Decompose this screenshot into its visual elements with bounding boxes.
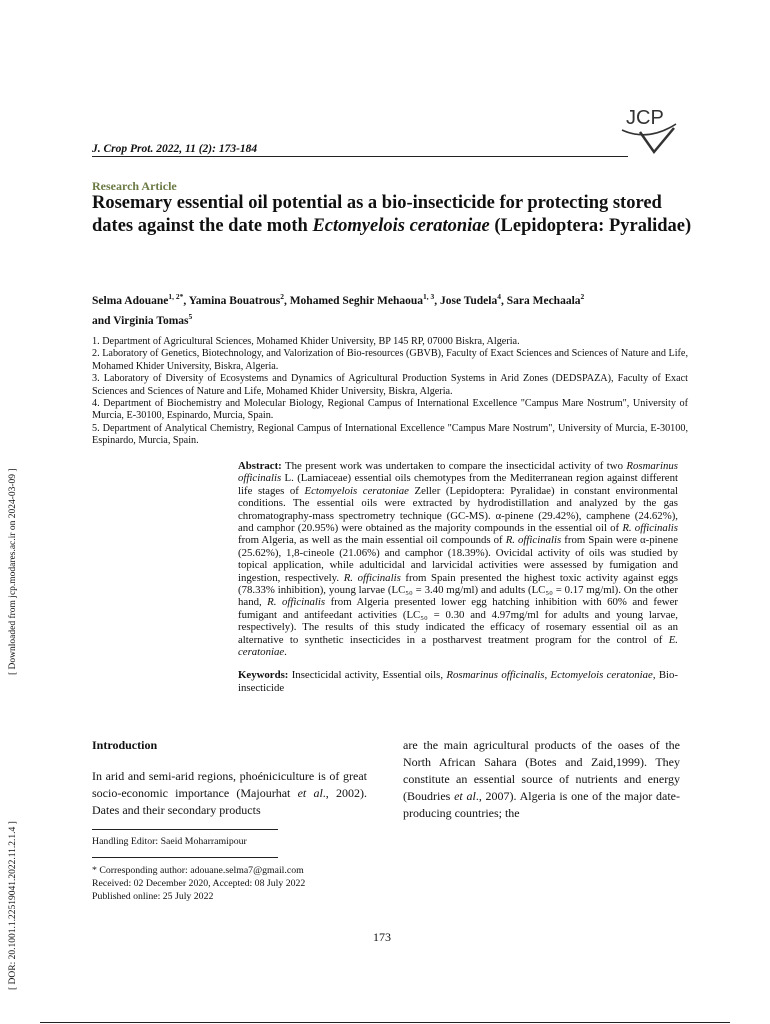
bottom-divider <box>40 1022 730 1023</box>
dor-stamp: [ DOR: 20.1001.1.22519041.2022.11.2.1.4 ] <box>8 821 18 990</box>
published-date: Published online: 25 July 2022 <box>92 891 214 902</box>
title-species: Ectomyelois ceratoniae <box>312 216 490 236</box>
page-number: 173 <box>373 930 391 944</box>
author: Jose Tudela$^4$, <box>440 292 507 307</box>
introduction-heading: Introduction <box>92 738 158 752</box>
logo-text: JCP <box>626 107 664 129</box>
affiliation: 5. Department of Analytical Chemistry, Regional Campus of International Excellence "Campus Mare Nostrum", University of Murcia, E-30100, Espinardo, Murcia, Spain. <box>92 422 688 447</box>
article-type: Research Article <box>92 179 177 193</box>
received-date: Received: 02 December 2020, Accepted: 08 July 2022 <box>92 878 306 889</box>
author: Sara Mechaala$^2$ <box>506 292 585 307</box>
footnote-divider <box>92 857 278 858</box>
title-part2: (Lepidoptera: Pyralidae) <box>489 216 692 236</box>
keywords: Keywords: Insecticidal activity, Essential oils, Rosmarinus officinalis, Ectomyelois ceratoniae, Bio-insecticide <box>238 669 679 694</box>
author-list <box>92 289 692 329</box>
paper-title <box>92 192 692 238</box>
footnote-divider <box>92 829 278 830</box>
affiliation: 3. Laboratory of Diversity of Ecosystems and Dynamics of Agricultural Production Systems in Arid Zones (DEDSPAZA), Faculty of Exact Sciences and Sciences of Nature and Life, Mohamed Khider University, Biskra, Algeria. <box>92 373 688 397</box>
abstract: Abstract: The present work was undertaken to compare the insecticidal activity of two Rosmarinus officinalis L. (Lamiaceae) essential oils chemotypes from the Mediterranean region against different life stages of Ectomyelois ceratoniae Zeller (Lepidoptera: Pyralidae) in constant environmental conditions. The essential oils were extracted by hydrodistillation and analyzed by the gas chromatography-mass spectrometry technique (GC-MS). α-pinene (29.42%), camphene (24.62%), and camphor (20.95%) were obtained as the majority compounds in the essential oil of R. officinalis from Algeria, as well as the main essential oil compounds of R. officinalis from Spain were α-pinene (25.62%), 1,8-cineole (21.06%) and camphor (18.39%). Ovicidal activity of oils was studied by topical application, while adulticidal and larvicidal activities were assessed by fumigation and ingestion, respectively. R. officinalis from Spain presented the highest toxic activity against eggs (78.33% inhibition), young larvae (LC₅₀ = 3.40 mg/ml) and adults (LC₅₀ = 0.17 mg/ml). On the other hand, R. officinalis from Algeria presented lower egg hatching inhibition with 60% and fewer fumigant and antifeedant activities (LC₅₀ = 0.30 and 4.97mg/ml for adults and young larvae, respectively). The results of this study indicated the efficacy of rosemary essential oil as an alternative to synthetic insecticides in a postharvest treatment program for the control of E. ceratoniae. <box>238 460 679 659</box>
author: Yamina Bouatrous$^2$, <box>188 292 290 307</box>
author: and Virginia Tomas$^5$ <box>92 311 193 327</box>
affiliations <box>92 336 688 448</box>
keywords-label: Keywords: <box>238 669 289 681</box>
handling-editor: Handling Editor: Saeid Moharramipour <box>92 836 247 847</box>
corresponding-author: * Corresponding author: adouane.selma7@gmail.com <box>92 865 304 876</box>
journal-citation: J. Crop Prot. 2022, 11 (2): 173-184 <box>92 143 628 157</box>
abstract-label: Abstract: <box>238 460 282 472</box>
download-stamp: [ Downloaded from jcp.modares.ac.ir on 2024-03-09 ] <box>8 468 18 675</box>
author: Mohamed Seghir Mehaoua$^{1, 3}$, <box>289 292 441 307</box>
title-part1: Rosemary essential oil potential as a bio-insecticide for protecting stored dates against the date moth <box>92 193 662 236</box>
affiliation: 2. Laboratory of Genetics, Biotechnology, and Valorization of Bio-resources (GBVB), Faculty of Exact Sciences and Sciences of Nature and Life, Mohamed Khider University, Biskra, Algeria. <box>92 348 688 372</box>
introduction-text-left: In arid and semi-arid regions, phoéniciculture is of great socio-economic importance (Majourhat et al., 2002). Dates and their secondary products <box>92 769 368 817</box>
author: Selma Adouane$^{1, 2*}$, <box>92 292 189 307</box>
affiliation: 1. Department of Agricultural Sciences, Mohamed Khider University, BP 145 RP, 07000 Biskra, Algeria. <box>92 336 520 347</box>
introduction-text-right: are the main agricultural products of the oases of the North African Sahara (Botes and Zaid,1999). They constitute an essential source of nutrients and energy (Boudries et al., 2007). Algeria is one of the major date-producing countries; the <box>403 738 681 820</box>
affiliation: 4. Department of Biochemistry and Molecular Biology, Regional Campus of International Excellence "Campus Mare Nostrum", University of Murcia, E-30100, Espinardo, Murcia, Spain. <box>92 398 688 422</box>
